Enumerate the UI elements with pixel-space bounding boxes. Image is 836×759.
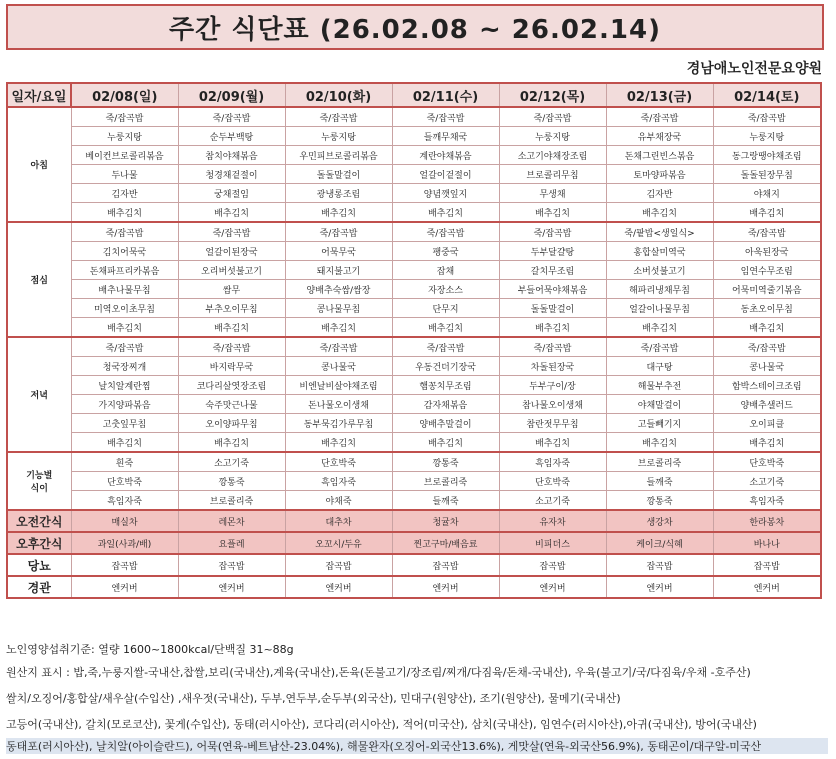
menu-row xyxy=(7,357,821,376)
meal-label: 아침 xyxy=(7,107,71,222)
menu-item: 바나나 xyxy=(713,532,821,554)
menu-item: 자장소스 xyxy=(392,280,499,299)
menu-row xyxy=(7,107,821,127)
title-banner xyxy=(6,4,824,50)
menu-item: 김자반 xyxy=(71,184,178,203)
menu-row xyxy=(7,491,821,511)
menu-item: 바지락무국 xyxy=(178,357,285,376)
menu-item: 차돌된장국 xyxy=(499,357,606,376)
menu-item: 배추김치 xyxy=(606,318,713,338)
menu-row xyxy=(7,376,821,395)
menu-item: 김자반 xyxy=(606,184,713,203)
menu-row xyxy=(7,414,821,433)
menu-item: 순두부백탕 xyxy=(178,127,285,146)
menu-item: 청국장찌개 xyxy=(71,357,178,376)
menu-row xyxy=(7,299,821,318)
extra-row xyxy=(7,576,821,598)
day-header: 02/09(월) xyxy=(178,83,285,107)
menu-item: 유부채장국 xyxy=(606,127,713,146)
menu-item: 동그랑땡야채조림 xyxy=(713,146,821,165)
menu-row xyxy=(7,261,821,280)
menu-item: 참치야채볶음 xyxy=(178,146,285,165)
menu-item: 콩나물국 xyxy=(285,357,392,376)
menu-item: 잡채 xyxy=(392,261,499,280)
menu-item: 두부구이/장 xyxy=(499,376,606,395)
menu-item: 죽/잡곡밥 xyxy=(71,107,178,127)
menu-item: 들깨죽 xyxy=(392,491,499,511)
menu-item: 엔커버 xyxy=(178,576,285,598)
menu-item: 베이컨브로콜리볶음 xyxy=(71,146,178,165)
menu-item: 배추김치 xyxy=(392,433,499,453)
day-header: 02/10(화) xyxy=(285,83,392,107)
organization-name: 경남애노인전문요양원 xyxy=(686,61,822,77)
menu-item: 오이피클 xyxy=(713,414,821,433)
menu-item: 흰죽 xyxy=(71,452,178,472)
menu-item: 죽/잡곡밥 xyxy=(392,222,499,242)
menu-item: 브로콜리죽 xyxy=(178,491,285,511)
menu-item: 대추차 xyxy=(285,510,392,532)
menu-item: 케이크/식혜 xyxy=(606,532,713,554)
menu-item: 레몬차 xyxy=(178,510,285,532)
menu-item: 돌돌말걸이 xyxy=(285,165,392,184)
menu-item: 깡통죽 xyxy=(606,491,713,511)
menu-row xyxy=(7,165,821,184)
menu-item: 누룽지탕 xyxy=(71,127,178,146)
menu-item: 배추김치 xyxy=(285,433,392,453)
menu-item: 동부묵김가루무침 xyxy=(285,414,392,433)
meal-label: 당뇨 xyxy=(7,554,71,576)
menu-row xyxy=(7,280,821,299)
menu-item: 양념깻잎지 xyxy=(392,184,499,203)
menu-row xyxy=(7,203,821,223)
menu-item: 양배추샐러드 xyxy=(713,395,821,414)
menu-row xyxy=(7,242,821,261)
menu-item: 돌돌말걸이 xyxy=(499,299,606,318)
menu-row xyxy=(7,222,821,242)
menu-item: 어묵무국 xyxy=(285,242,392,261)
menu-item: 죽/잡곡밥 xyxy=(499,337,606,357)
menu-item: 배추김치 xyxy=(392,318,499,338)
menu-item: 깡통죽 xyxy=(178,472,285,491)
menu-item: 계란야채볶음 xyxy=(392,146,499,165)
menu-item: 소고기야채장조림 xyxy=(499,146,606,165)
menu-item: 배추김치 xyxy=(606,203,713,223)
menu-item: 임연수무조림 xyxy=(713,261,821,280)
menu-item: 잡곡밥 xyxy=(285,554,392,576)
menu-item: 배추김치 xyxy=(499,203,606,223)
menu-item: 돈채그린빈스볶음 xyxy=(606,146,713,165)
origin-line: 고등어(국내산), 갈치(모로코산), 꽃게(수입산), 동태(러시아산), 코다리(러시아산), 적어(미국산), 삼치(국내산), 임연수(러시아산),아귀(국내산), 방어(국내산) xyxy=(6,718,757,731)
menu-item: 죽/잡곡밥 xyxy=(285,337,392,357)
menu-item: 유자차 xyxy=(499,510,606,532)
menu-item: 쌈무 xyxy=(178,280,285,299)
menu-item: 우동건더기장국 xyxy=(392,357,499,376)
menu-item: 배추김치 xyxy=(499,318,606,338)
menu-item: 함박스테이크조림 xyxy=(713,376,821,395)
menu-item: 잡곡밥 xyxy=(392,554,499,576)
menu-item: 콩나물무침 xyxy=(285,299,392,318)
menu-item: 어묵미역줄기볶음 xyxy=(713,280,821,299)
menu-item: 배추김치 xyxy=(178,318,285,338)
extra-row xyxy=(7,510,821,532)
nutrition-standard: 노인영양섭취기준: 열량 1600~1800kcal/단백질 31~88g xyxy=(6,643,294,656)
menu-item: 죽/잡곡밥 xyxy=(178,222,285,242)
menu-item: 팽중국 xyxy=(392,242,499,261)
menu-item: 누룽지탕 xyxy=(713,127,821,146)
menu-item: 과일(사과/배) xyxy=(71,532,178,554)
meal-label: 기능별 식이 xyxy=(7,452,71,510)
menu-item: 미역오이초무침 xyxy=(71,299,178,318)
menu-item: 해파리냉채무침 xyxy=(606,280,713,299)
menu-item: 김치어묵국 xyxy=(71,242,178,261)
menu-item: 토마양파볶음 xyxy=(606,165,713,184)
menu-item: 죽/잡곡밥 xyxy=(713,107,821,127)
menu-item: 엔커버 xyxy=(285,576,392,598)
menu-item: 배추김치 xyxy=(285,318,392,338)
menu-item: 돈나물오이생채 xyxy=(285,395,392,414)
meal-label: 오전간식 xyxy=(7,510,71,532)
menu-item: 콩나물국 xyxy=(713,357,821,376)
menu-item: 죽/잡곡밥 xyxy=(713,337,821,357)
menu-row xyxy=(7,452,821,472)
menu-item: 잡곡밥 xyxy=(499,554,606,576)
menu-item: 배추김치 xyxy=(713,318,821,338)
menu-item: 요플레 xyxy=(178,532,285,554)
menu-item: 두부달걀탕 xyxy=(499,242,606,261)
menu-item: 돈채파프리카볶음 xyxy=(71,261,178,280)
meal-label: 점심 xyxy=(7,222,71,337)
day-header: 02/08(일) xyxy=(71,83,178,107)
menu-item: 동초오이무침 xyxy=(713,299,821,318)
menu-item: 부추오이무침 xyxy=(178,299,285,318)
menu-item: 단호박죽 xyxy=(499,472,606,491)
menu-item: 흑임자죽 xyxy=(713,491,821,511)
day-header: 02/11(수) xyxy=(392,83,499,107)
menu-item: 참나물오이생채 xyxy=(499,395,606,414)
menu-item: 죽/잡곡밥 xyxy=(285,107,392,127)
menu-item: 죽/잡곡밥 xyxy=(71,337,178,357)
menu-item: 들깨죽 xyxy=(606,472,713,491)
menu-item: 두나물 xyxy=(71,165,178,184)
day-header: 02/13(금) xyxy=(606,83,713,107)
menu-item: 배추김치 xyxy=(392,203,499,223)
menu-item: 우민피브로콜리볶음 xyxy=(285,146,392,165)
meal-label: 저녁 xyxy=(7,337,71,452)
menu-row xyxy=(7,318,821,338)
menu-item: 누룽지탕 xyxy=(499,127,606,146)
menu-item: 배추김치 xyxy=(71,318,178,338)
menu-item: 잡곡밥 xyxy=(606,554,713,576)
menu-item: 갈치무조림 xyxy=(499,261,606,280)
menu-item: 죽/잡곡밥 xyxy=(285,222,392,242)
menu-item: 부들어묵야채볶음 xyxy=(499,280,606,299)
menu-item: 돼지불고기 xyxy=(285,261,392,280)
menu-item: 코다리살엿장조림 xyxy=(178,376,285,395)
menu-item: 엔커버 xyxy=(499,576,606,598)
menu-item: 광냉롱조림 xyxy=(285,184,392,203)
meal-label: 경관 xyxy=(7,576,71,598)
menu-item: 홍합살미역국 xyxy=(606,242,713,261)
menu-item: 양배추숙쌈/쌈장 xyxy=(285,280,392,299)
menu-item: 죽/팥밥<생일식> xyxy=(606,222,713,242)
menu-item: 배추나물무침 xyxy=(71,280,178,299)
menu-item: 단호박죽 xyxy=(71,472,178,491)
menu-item: 무생채 xyxy=(499,184,606,203)
menu-item: 죽/잡곡밥 xyxy=(392,107,499,127)
menu-item: 찐고구마/배음료 xyxy=(392,532,499,554)
origin-line: 원산지 표시 : 밥,죽,누룽지쌀-국내산,찹쌀,보리(국내산),계육(국내산),돈육(돈불고기/장조림/찌개/다짐육/돈채-국내산), 우육(불고기/국/다짐육/우채 -호주산) xyxy=(6,666,751,679)
page-title: 주간 식단표 (26.02.08 ~ 26.02.14) xyxy=(169,14,661,45)
menu-item: 흑임자죽 xyxy=(285,472,392,491)
meal-label: 오후간식 xyxy=(7,532,71,554)
origin-line: 쌀치/오징어/홍합살/새우살(수입산) ,새우젓(국내산), 두부,연두부,순두부(외국산), 민대구(원양산), 조기(원양산), 물메기(국내산) xyxy=(6,692,621,705)
menu-item: 야채죽 xyxy=(285,491,392,511)
menu-item: 오리버섯불고기 xyxy=(178,261,285,280)
menu-item: 야채지 xyxy=(713,184,821,203)
menu-item: 고들빼기지 xyxy=(606,414,713,433)
menu-row xyxy=(7,337,821,357)
menu-item: 단무지 xyxy=(392,299,499,318)
menu-item: 배추김치 xyxy=(71,433,178,453)
menu-item: 얼갈이된장국 xyxy=(178,242,285,261)
menu-item: 오꼬시/두유 xyxy=(285,532,392,554)
menu-item: 가지양파볶음 xyxy=(71,395,178,414)
menu-item: 한라봉차 xyxy=(713,510,821,532)
menu-item: 해물부추전 xyxy=(606,376,713,395)
menu-item: 엔커버 xyxy=(713,576,821,598)
menu-item: 죽/잡곡밥 xyxy=(178,337,285,357)
day-header: 02/12(목) xyxy=(499,83,606,107)
menu-item: 궁채절임 xyxy=(178,184,285,203)
menu-item: 죽/잡곡밥 xyxy=(499,107,606,127)
menu-row xyxy=(7,184,821,203)
menu-item: 죽/잡곡밥 xyxy=(606,107,713,127)
menu-item: 단호박죽 xyxy=(713,452,821,472)
menu-item: 단호박죽 xyxy=(285,452,392,472)
menu-item: 야채말걸이 xyxy=(606,395,713,414)
menu-item: 배추김치 xyxy=(178,203,285,223)
menu-item: 죽/잡곡밥 xyxy=(499,222,606,242)
menu-item: 엔커버 xyxy=(71,576,178,598)
menu-row xyxy=(7,472,821,491)
menu-item: 브로콜리죽 xyxy=(392,472,499,491)
menu-item: 고춧잎무침 xyxy=(71,414,178,433)
menu-item: 브로콜리무침 xyxy=(499,165,606,184)
menu-item: 누룽지탕 xyxy=(285,127,392,146)
weekly-menu-table xyxy=(6,82,822,599)
corner-header: 일자/요일 xyxy=(7,83,71,107)
menu-item: 죽/잡곡밥 xyxy=(71,222,178,242)
menu-item: 얼갈이나물무침 xyxy=(606,299,713,318)
menu-item: 죽/잡곡밥 xyxy=(178,107,285,127)
extra-row xyxy=(7,554,821,576)
menu-item: 얼갈이겉절이 xyxy=(392,165,499,184)
menu-item: 돌돌된장무침 xyxy=(713,165,821,184)
menu-item: 배추김치 xyxy=(606,433,713,453)
menu-item: 아욱된장국 xyxy=(713,242,821,261)
origin-line: 동태포(러시아산), 날치알(아이슬란드), 어묵(연육-베트남산-23.04%), 해물완자(오징어-외국산13.6%), 게맛살(연육-외국산56.9%), 동태곤이/대구알-미국산 xyxy=(6,738,828,754)
menu-row xyxy=(7,146,821,165)
menu-item: 비엔날비살야채조림 xyxy=(285,376,392,395)
menu-item: 매실차 xyxy=(71,510,178,532)
menu-item: 청경채겉절이 xyxy=(178,165,285,184)
menu-item: 소고기죽 xyxy=(713,472,821,491)
extra-row xyxy=(7,532,821,554)
menu-item: 죽/잡곡밥 xyxy=(606,337,713,357)
menu-item: 소고기죽 xyxy=(178,452,285,472)
menu-item: 배추김치 xyxy=(713,433,821,453)
menu-item: 잡곡밥 xyxy=(178,554,285,576)
menu-item: 배추김치 xyxy=(71,203,178,223)
menu-item: 숙주맛근나물 xyxy=(178,395,285,414)
menu-item: 감자채볶음 xyxy=(392,395,499,414)
menu-item: 배추김치 xyxy=(713,203,821,223)
menu-item: 흑임자죽 xyxy=(499,452,606,472)
menu-item: 잡곡밥 xyxy=(71,554,178,576)
menu-item: 소고기죽 xyxy=(499,491,606,511)
menu-item: 참란젓무무침 xyxy=(499,414,606,433)
menu-row xyxy=(7,395,821,414)
menu-item: 깡통죽 xyxy=(392,452,499,472)
menu-item: 죽/잡곡밥 xyxy=(392,337,499,357)
day-header: 02/14(토) xyxy=(713,83,821,107)
menu-item: 엔커버 xyxy=(392,576,499,598)
menu-item: 흑임자죽 xyxy=(71,491,178,511)
menu-item: 소버섯불고기 xyxy=(606,261,713,280)
menu-item: 대구탕 xyxy=(606,357,713,376)
menu-row xyxy=(7,127,821,146)
menu-item: 청귤차 xyxy=(392,510,499,532)
menu-row xyxy=(7,433,821,453)
header-row xyxy=(7,83,821,107)
menu-item: 날치알계란찜 xyxy=(71,376,178,395)
menu-item: 들깨무채국 xyxy=(392,127,499,146)
menu-item: 햄꽁치무조림 xyxy=(392,376,499,395)
menu-item: 죽/잡곡밥 xyxy=(713,222,821,242)
menu-item: 잡곡밥 xyxy=(713,554,821,576)
menu-item: 양배추말걸이 xyxy=(392,414,499,433)
menu-item: 배추김치 xyxy=(285,203,392,223)
menu-item: 배추김치 xyxy=(499,433,606,453)
menu-item: 비피더스 xyxy=(499,532,606,554)
menu-item: 브로콜리죽 xyxy=(606,452,713,472)
menu-item: 생강차 xyxy=(606,510,713,532)
menu-item: 오이양파무침 xyxy=(178,414,285,433)
menu-item: 엔커버 xyxy=(606,576,713,598)
menu-item: 배추김치 xyxy=(178,433,285,453)
